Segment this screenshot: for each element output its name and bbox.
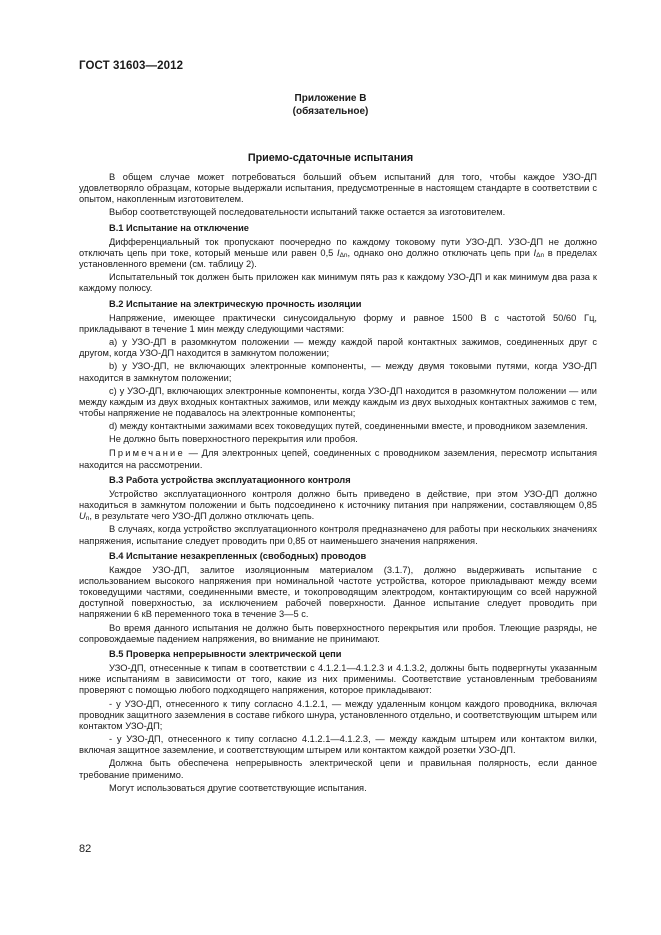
section-b2-heading: В.2 Испытание на электрическую прочность изоляции (109, 298, 362, 309)
section-b1-heading: В.1 Испытание на отключение (109, 222, 249, 233)
section-b3-paragraph-1: Устройство эксплуатационного контроля должно быть приведено в действие, при этом УЗО-ДП должно находиться в замкнутом положении и быть подсоединено к источнику питания при напряжении, составляющем 0,85 $U_n$, в результате чего УЗО-ДП должно отключать цепь. (79, 488, 597, 523)
section-b5-heading: В.5 Проверка непрерывности электрической цепи (109, 648, 342, 659)
section-b2-item-b: b) у УЗО-ДП, не включающих электронные компоненты, — между двумя токовыми путями, когда УЗО-ДП находится в замкнутом положении; (79, 361, 597, 383)
intro-paragraph-1: В общем случае может потребоваться больший объем испытаний для того, чтобы каждое УЗО-ДП удовлетворяло образцам, которые выдержали испытания, предусмотренные в настоящем стандарте в соответствии с опытом, накопленным изготовителем. (79, 172, 597, 205)
section-b2-item-d: d) между контактными зажимами всех токоведущих путей, соединенными вместе, и проводником заземления. (109, 421, 588, 432)
section-b5-bullet-2: - у УЗО-ДП, отнесенного к типу согласно 4.1.2.1—4.1.2.3, — между каждым штырем или контактом вилки, включая защитное заземление, и соответствующим штырем или контактом каждой розетки УЗО-ДП. (79, 734, 597, 756)
annex-status: (обязательное) (292, 106, 369, 117)
section-b5-bullet-1: - у УЗО-ДП, отнесенного к типу согласно 4.1.2.1, — между удаленным концом каждого проводника, включая проводник защитного заземления в составе гибкого шнура, установленного отдельно, и соответствующим штырем или контактом УЗО-ДП; (79, 698, 597, 731)
section-b1-paragraph-2: Испытательный ток должен быть приложен как минимум пять раз к каждому УЗО-ДП и как минимум два раза к каждому полюсу. (79, 272, 597, 294)
intro-paragraph-2: Выбор соответствующей последовательности испытаний также остается за изготовителем. (109, 207, 506, 218)
section-b5-paragraph-3: Могут использоваться другие соответствующие испытания. (109, 782, 367, 793)
section-b2-paragraph-2: Не должно быть поверхностного перекрытия или пробоя. (109, 434, 358, 445)
section-b3-heading: В.3 Работа устройства эксплуатационного контроля (109, 474, 351, 485)
document-body (79, 172, 597, 796)
annex-title: Приложение В (294, 93, 367, 104)
page-number: 82 (79, 843, 92, 855)
section-b5-paragraph-2: Должна быть обеспечена непрерывность электрической цепи и правильная полярность, если данное требование применимо. (79, 758, 597, 780)
section-b2-item-a: а) у УЗО-ДП в разомкнутом положении — между каждой парой контактных зажимов, соединенных друг с другом, когда УЗО-ДП находится в замкнутом положении; (79, 337, 597, 359)
section-b4-paragraph-2: Во время данного испытания не должно быть поверхностного перекрытия или пробоя. Тлеющие разряды, не сопровождаемые падением напряжения, во внимание не принимают. (79, 622, 597, 644)
section-b3-paragraph-2: В случаях, когда устройство эксплуатационного контроля предназначено для работы при нескольких значениях напряжения, испытание следует проводить при 0,85 от наименьшего значения напряжения. (79, 524, 597, 546)
section-b4-heading: В.4 Испытание незакрепленных (свободных) проводов (109, 550, 367, 561)
section-b2-paragraph-1: Напряжение, имеющее практически синусоидальную форму и равное 1500 В с частотой 50/60 Гц, прикладывают в течение 1 мин между следующими частями: (79, 312, 597, 334)
section-b4-paragraph-1: Каждое УЗО-ДП, залитое изоляционным материалом (3.1.7), должно выдерживать испытание с использованием высокого напряжения при номинальной частоте устройства, которое прикладывают между всеми токоведущими частями, соединенными вместе, и токопроводящим электродом, контактирующим со всей наружной доступной поверхностью, за исключением рабочей поверхности. Данное испытание следует проводить при напряжении 6 кВ переменного тока в течение 3—5 с. (79, 564, 597, 620)
standard-header: ГОСТ 31603—2012 (79, 60, 184, 72)
section-b2-note: Примечание — Для электронных цепей, соединенных с проводником заземления, пересмотр испытания находится на рассмотрении. (79, 448, 597, 470)
section-b5-paragraph-1: УЗО-ДП, отнесенные к типам в соответствии с 4.1.2.1—4.1.2.3 и 4.1.3.2, должны быть подвергнуты указанным ниже испытаниям в зависимости от того, какие из них применимы. Соответствие установленным требованиям проверяют с помощью любого подходящего напряжения, которое прикладывают: (79, 663, 597, 696)
section-b1-paragraph-1: Дифференциальный ток пропускают поочередно по каждому токовому пути УЗО-ДП. УЗО-ДП не должно отключать цепь при токе, который меньше или равен 0,5 $I_{\Delta n}$, однако оно должно отключать цепь при $I_{\Delta n}$ в пределах установленного времени (см. таблицу 2). (79, 236, 597, 270)
document-title: Приемо-сдаточные испытания (247, 152, 414, 164)
section-b2-item-c: с) у УЗО-ДП, включающих электронные компоненты, когда УЗО-ДП находится в разомкнутом положении — или между каждым из двух входных контактных зажимов, или между каждым из двух выходных контактных зажимов с тем, чтобы напряжение не подавалось на электронные компоненты; (79, 385, 597, 418)
note-label: Примечание (109, 448, 185, 459)
